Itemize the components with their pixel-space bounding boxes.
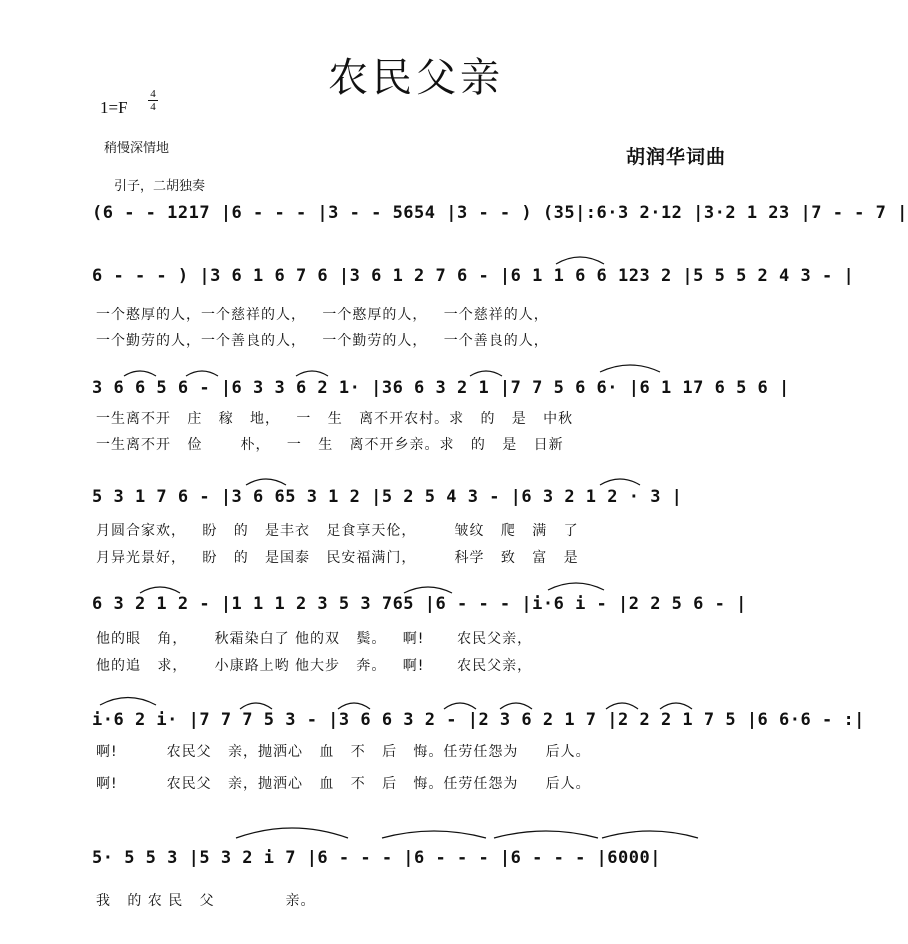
lyric-line-2b: 一个勤劳的人，一个善良的人， 一个勤劳的人， 一个善良的人， xyxy=(96,333,549,349)
lyric-line-5a: 他的眼 角， 秋霜染白了 他的双 鬓。 啊! 农民父亲， xyxy=(96,631,533,647)
slur-19 xyxy=(236,828,348,838)
time-signature-top: 4 xyxy=(150,88,156,100)
lyric-line-5b: 他的追 求， 小康路上哟 他大步 奔。 啊! 农民父亲， xyxy=(96,658,533,674)
slur-11 xyxy=(548,583,604,590)
slur-14 xyxy=(338,703,370,709)
author-credit: 胡润华词曲 xyxy=(626,146,727,168)
slur-21 xyxy=(494,831,598,838)
slur-2 xyxy=(124,371,156,376)
slur-8 xyxy=(600,479,640,485)
lyric-line-2a: 一个憨厚的人，一个慈祥的人， 一个憨厚的人， 一个慈祥的人， xyxy=(96,307,549,323)
slur-7 xyxy=(246,479,286,485)
slur-13 xyxy=(240,703,272,709)
score-line-6: i·6 2 i· |7 7 7 5 3 - |3 6 6 3 2 - |2 3 6 2 1 7 |2 2 2 1 7 5 |6 6·6 - :| xyxy=(92,710,865,730)
song-title: 农民父亲 xyxy=(328,55,504,101)
score-line-3: 3 6 6 5 6 - |6 3 3 6 2 1· |36 6 3 2 1 |7 7 5 6 6· |6 1 17 6 5 6 | xyxy=(92,378,790,398)
slur-6 xyxy=(600,365,660,372)
slur-20 xyxy=(382,831,486,838)
score-line-4: 5 3 1 7 6 - |3 6 65 3 1 2 |5 2 5 4 3 - |6 3 2 1 2 · 3 | xyxy=(92,487,683,507)
slur-12 xyxy=(100,698,156,706)
score-line-1: (6 - - 1217 |6 - - - |3 - - 5654 |3 - - ) (35|:6·3 2·12 |3·2 1 23 |7 - - 7 | xyxy=(92,203,908,223)
slur-3 xyxy=(186,371,218,376)
score-line-7: 5· 5 5 3 |5 3 2 i 7 |6 - - - |6 - - - |6 - - - |6000| xyxy=(92,848,661,868)
slur-1 xyxy=(556,257,604,264)
slur-15 xyxy=(444,703,476,709)
lyric-line-7: 我 的 农 民 父 亲。 xyxy=(96,893,316,909)
lyric-line-3a: 一生离不开 庄 稼 地， 一 生 离不开农村。求 的 是 中秋 xyxy=(96,411,574,427)
slur-22 xyxy=(602,831,698,838)
tempo-marking: 稍慢深情地 xyxy=(104,141,170,156)
slur-5 xyxy=(470,371,502,376)
intro-note: 引子，二胡独奏 xyxy=(114,179,206,194)
slur-18 xyxy=(660,703,692,709)
lyric-line-4b: 月异光景好， 盼 的 是国泰 民安福满门， 科学 致 富 是 xyxy=(96,550,579,566)
lyric-line-4a: 月圆合家欢， 盼 的 是丰衣 足食享天伦， 皱纹 爬 满 了 xyxy=(96,523,579,539)
key-signature: 1=F xyxy=(100,98,128,117)
lyric-line-6a: 啊! 农民父 亲，抛洒心 血 不 后 悔。任劳任怨为 后人。 xyxy=(96,744,591,760)
time-signature xyxy=(148,88,158,113)
slur-17 xyxy=(606,703,638,709)
score-line-5: 6 3 2 1 2 - |1 1 1 2 3 5 3 765 |6 - - - |i·6 i - |2 2 5 6 - | xyxy=(92,594,747,614)
lyric-line-3b: 一生离不开 俭 朴， 一 生 离不开乡亲。求 的 是 日新 xyxy=(96,437,564,453)
slur-10 xyxy=(404,587,452,593)
slur-9 xyxy=(140,587,180,593)
score-line-2: 6 - - - ) |3 6 1 6 7 6 |3 6 1 2 7 6 - |6 1 1 6 6 123 2 |5 5 5 2 4 3 - | xyxy=(92,266,855,286)
time-signature-bottom: 4 xyxy=(150,101,156,113)
slur-4 xyxy=(296,371,328,376)
lyric-line-6b: 啊! 农民父 亲，抛洒心 血 不 后 悔。任劳任怨为 后人。 xyxy=(96,776,591,792)
slur-16 xyxy=(500,703,532,709)
